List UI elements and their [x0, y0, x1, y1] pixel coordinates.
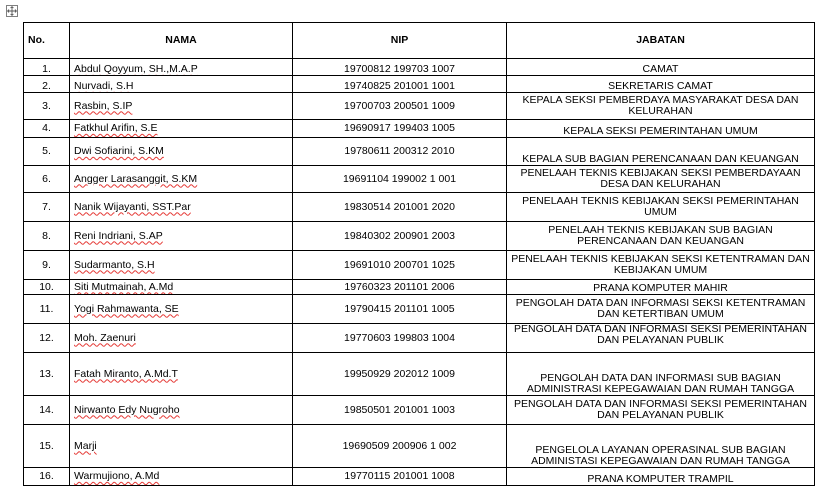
cell-no: 9.	[24, 251, 70, 280]
cell-nama	[70, 120, 293, 138]
table-row	[24, 59, 815, 76]
table-row	[24, 93, 815, 120]
cell-nama	[70, 193, 293, 222]
header-jabatan: JABATAN	[507, 23, 815, 59]
cell-nama	[70, 93, 293, 120]
table-row	[24, 425, 815, 468]
name-text: Fatkhul Arifin, S.E	[74, 122, 158, 134]
cell-jabatan: PENELAAH TEKNIS KEBIJAKAN SEKSI KETENTRAMAN DAN KEBIJAKAN UMUM	[507, 251, 815, 280]
header-no: No.	[24, 23, 70, 59]
cell-no: 6.	[24, 166, 70, 193]
cell-no: 14.	[24, 396, 70, 425]
cell-nama	[70, 251, 293, 280]
table-move-handle[interactable]	[6, 5, 18, 17]
cell-jabatan: KEPALA SUB BAGIAN PERENCANAAN DAN KEUANGAN	[507, 138, 815, 166]
cell-jabatan: SEKRETARIS CAMAT	[507, 76, 815, 93]
cell-no: 10.	[24, 280, 70, 295]
cell-nama	[70, 324, 293, 353]
cell-nip: 19691010 200701 1025	[293, 251, 507, 280]
cell-jabatan: PRANA KOMPUTER TRAMPIL	[507, 468, 815, 486]
cell-jabatan: PENGOLAH DATA DAN INFORMASI SEKSI PEMERINTAHAN DAN PELAYANAN PUBLIK	[507, 396, 815, 425]
cell-jabatan: KEPALA SEKSI PEMERINTAHAN UMUM	[507, 120, 815, 138]
cell-nip: 19690917 199403 1005	[293, 120, 507, 138]
cell-jabatan: PENGOLAH DATA DAN INFORMASI SEKSI KETENTRAMAN DAN KETERTIBAN UMUM	[507, 295, 815, 324]
name-text: Nurvadi, S.H	[74, 80, 134, 92]
table-row	[24, 251, 815, 280]
table-row	[24, 280, 815, 295]
name-text: Marji	[74, 439, 97, 452]
name-text: Angger Larasanggit, S.KM	[74, 172, 198, 185]
cell-nip: 19850501 201001 1003	[293, 396, 507, 425]
header-nip: NIP	[293, 23, 507, 59]
cell-nama	[70, 425, 293, 468]
cell-no: 15.	[24, 425, 70, 468]
cell-no: 16.	[24, 468, 70, 486]
cell-jabatan: PENELAAH TEKNIS KEBIJAKAN SUB BAGIAN PERENCANAAN DAN KEUANGAN	[507, 222, 815, 251]
cell-jabatan: PENGOLAH DATA DAN INFORMASI SEKSI PEMERINTAHAN DAN PELAYANAN PUBLIK	[507, 324, 815, 353]
cell-nama	[70, 280, 293, 295]
table-row	[24, 353, 815, 396]
name-text: Fatah Miranto, A.Md.T	[74, 367, 178, 380]
cell-nama	[70, 76, 293, 93]
cell-jabatan: PENELAAH TEKNIS KEBIJAKAN SEKSI PEMERINTAHAN UMUM	[507, 193, 815, 222]
cell-no: 5.	[24, 138, 70, 166]
cell-nama	[70, 166, 293, 193]
table-row	[24, 76, 815, 93]
table-row	[24, 222, 815, 251]
name-text: Rasbin, S.IP	[74, 99, 133, 112]
cell-nip: 19700812 199703 1007	[293, 59, 507, 76]
name-text: Siti Mutmainah, A.Md	[74, 280, 174, 293]
name-text: Nanik Wijayanti, SST.Par	[74, 200, 191, 213]
cell-nip: 19700703 200501 1009	[293, 93, 507, 120]
cell-no: 7.	[24, 193, 70, 222]
cell-nama	[70, 396, 293, 425]
cell-jabatan: PENGOLAH DATA DAN INFORMASI SUB BAGIAN ADMINISTRASI KEPEGAWAIAN DAN RUMAH TANGGA	[507, 353, 815, 396]
name-text: Moh. Zaenuri	[74, 331, 136, 344]
name-text: Nirwanto Edy Nugroho	[74, 403, 180, 416]
table-header-row	[24, 23, 815, 59]
cell-nama	[70, 222, 293, 251]
table-row	[24, 120, 815, 138]
table-row	[24, 324, 815, 353]
cell-jabatan: PRANA KOMPUTER MAHIR	[507, 280, 815, 295]
table-row	[24, 166, 815, 193]
cell-no: 8.	[24, 222, 70, 251]
cell-no: 13.	[24, 353, 70, 396]
cell-nama	[70, 295, 293, 324]
staff-table	[23, 22, 815, 486]
cell-nip: 19760323 201101 2006	[293, 280, 507, 295]
cell-nip: 19770603 199803 1004	[293, 324, 507, 353]
cell-jabatan: KEPALA SEKSI PEMBERDAYA MASYARAKAT DESA DAN KELURAHAN	[507, 93, 815, 120]
cell-nip: 19691104 199002 1 001	[293, 166, 507, 193]
cell-nama	[70, 59, 293, 76]
cell-no: 11.	[24, 295, 70, 324]
table-row	[24, 295, 815, 324]
name-text: Dwi Sofiarini, S.KM	[74, 145, 164, 157]
name-text: Reni Indriani, S.AP	[74, 229, 163, 242]
table-row	[24, 396, 815, 425]
cell-nip: 19950929 202012 1009	[293, 353, 507, 396]
header-nama: NAMA	[70, 23, 293, 59]
table-row	[24, 468, 815, 486]
cell-no: 4.	[24, 120, 70, 138]
cell-nama	[70, 468, 293, 486]
cell-jabatan: CAMAT	[507, 59, 815, 76]
name-text: Yogi Rahmawanta, SE	[74, 302, 179, 315]
name-text: Sudarmanto, S.H	[74, 258, 155, 271]
cell-nip: 19780611 200312 2010	[293, 138, 507, 166]
table-row	[24, 193, 815, 222]
cell-nip: 19840302 200901 2003	[293, 222, 507, 251]
cell-no: 12.	[24, 324, 70, 353]
cell-nama	[70, 138, 293, 166]
cell-no: 1.	[24, 59, 70, 76]
move-arrows-icon	[7, 6, 17, 16]
cell-nip: 19830514 201001 2020	[293, 193, 507, 222]
cell-jabatan: PENGELOLA LAYANAN OPERASINAL SUB BAGIAN ADMINISTASI KEPEGAWAIAN DAN RUMAH TANGGA	[507, 425, 815, 468]
cell-jabatan: PENELAAH TEKNIS KEBIJAKAN SEKSI PEMBERDAYAAN DESA DAN KELURAHAN	[507, 166, 815, 193]
cell-no: 2.	[24, 76, 70, 93]
cell-nip: 19740825 201001 1001	[293, 76, 507, 93]
cell-nama	[70, 353, 293, 396]
table-row	[24, 138, 815, 166]
name-text: Warmujiono, A.Md	[74, 470, 160, 482]
cell-nip: 19790415 201101 1005	[293, 295, 507, 324]
cell-no: 3.	[24, 93, 70, 120]
cell-nip: 19690509 200906 1 002	[293, 425, 507, 468]
name-text: Abdul Qoyyum, SH.,M.A.P	[74, 63, 198, 75]
cell-nip: 19770115 201001 1008	[293, 468, 507, 486]
